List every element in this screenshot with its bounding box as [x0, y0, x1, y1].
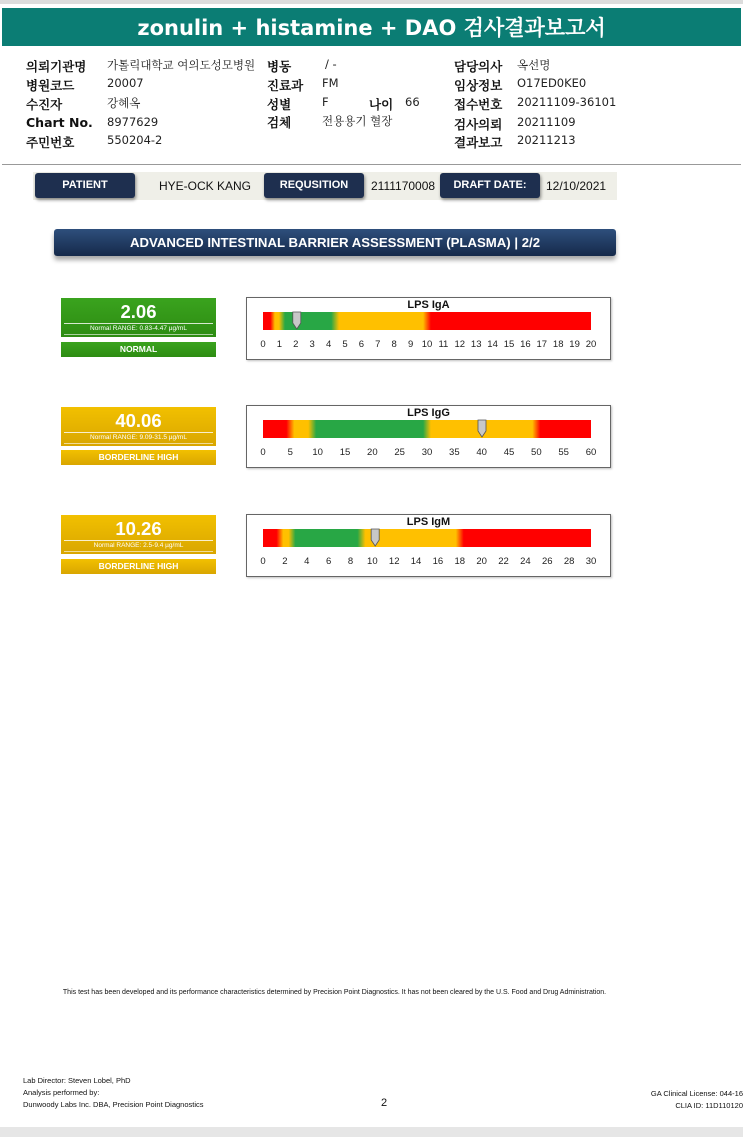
ward-label: 병동: [267, 59, 292, 74]
status-badge-igm: BORDERLINE HIGH: [61, 559, 216, 574]
tick-label-iga: 1: [276, 339, 283, 350]
tick-label-igg: 45: [503, 447, 515, 458]
tick-label-iga: 0: [260, 339, 266, 350]
tick-label-iga: 11: [438, 339, 449, 350]
institution-label: 의뢰기관명: [26, 59, 87, 74]
tick-label-igm: 16: [432, 556, 444, 567]
result-value-iga: 2.06: [120, 301, 157, 322]
tick-label-iga: 3: [309, 339, 315, 350]
tick-label-igg: 50: [531, 447, 542, 458]
request-date-label: 검사의뢰: [454, 117, 503, 132]
gauge-chart-iga: [246, 297, 611, 360]
tick-label-igm: 30: [585, 556, 597, 567]
gauge-svg-igm: [247, 515, 610, 576]
tick-label-igm: 18: [454, 556, 466, 567]
patient-value: HYE-OCK KANG: [159, 179, 252, 193]
tick-label-igg: 20: [367, 447, 378, 458]
tick-label-iga: 19: [569, 339, 580, 350]
tick-label-iga: 20: [585, 339, 597, 350]
tick-label-igm: 14: [410, 556, 422, 567]
tick-label-igg: 40: [476, 447, 487, 458]
ward-value: / -: [325, 57, 337, 71]
tick-label-iga: 12: [454, 339, 466, 350]
performed-by: Analysis performed by:: [23, 1088, 100, 1097]
tick-label-igm: 6: [325, 556, 332, 567]
tick-label-igg: 30: [421, 447, 433, 458]
result-value-box-igm: [61, 515, 216, 554]
gauge-chart-igm: [246, 514, 611, 577]
doctor-label: 담당의사: [454, 59, 503, 74]
gauge-svg-iga: [247, 298, 610, 359]
chart-no-label: Chart No.: [26, 115, 93, 130]
clinical-info-value: O17ED0KE0: [517, 76, 587, 90]
result-value-igg: 40.06: [115, 410, 162, 431]
sex-value: F: [322, 95, 329, 109]
report-title: zonulin + histamine + DAO 검사결과보고서: [2, 8, 741, 46]
tick-label-igg: 35: [449, 447, 460, 458]
chart-title-igg: LPS IgG: [407, 407, 450, 419]
resident-no-label: 주민번호: [26, 135, 75, 150]
department-value: FM: [322, 76, 339, 90]
tick-label-igm: 0: [260, 556, 266, 567]
tick-label-igg: 55: [558, 447, 569, 458]
tick-label-igm: 2: [282, 556, 288, 567]
tick-label-iga: 14: [487, 339, 498, 350]
tick-label-igg: 60: [585, 447, 597, 458]
result-value-box-igg: [61, 407, 216, 446]
tick-label-iga: 7: [375, 339, 381, 350]
draft-date-label: DRAFT DATE:: [440, 173, 540, 198]
hospital-code-value: 20007: [107, 76, 144, 90]
tick-label-igm: 10: [367, 556, 378, 567]
age-label: 나이: [369, 97, 394, 112]
tick-label-igg: 25: [394, 447, 405, 458]
tick-label-iga: 10: [421, 339, 433, 350]
tick-label-iga: 8: [391, 339, 397, 350]
tick-label-igm: 24: [520, 556, 531, 567]
section-title: ADVANCED INTESTINAL BARRIER ASSESSMENT (PLASMA) | 2/2: [54, 229, 616, 256]
result-value-igm: 10.26: [115, 518, 162, 539]
tick-label-igg: 10: [312, 447, 323, 458]
patient-name-value: 강혜옥: [107, 96, 141, 110]
specimen-label: 검체: [267, 115, 292, 130]
specimen-value: 전용용기 혈장: [322, 114, 393, 128]
tick-label-iga: 6: [358, 339, 365, 350]
tick-label-igm: 22: [498, 556, 509, 567]
tick-label-igg: 15: [339, 447, 351, 458]
lab-director: Lab Director: Steven Lobel, PhD: [23, 1076, 131, 1085]
chart-title-iga: LPS IgA: [407, 299, 450, 311]
requisition-value: 2111170008: [371, 179, 436, 193]
tick-label-iga: 13: [470, 339, 482, 350]
patient-info-header: [2, 46, 741, 165]
department-label: 진료과: [267, 78, 304, 93]
gauge-chart-igg: [246, 405, 611, 468]
requisition-label: REQUSITION: [264, 173, 364, 198]
sex-label: 성별: [267, 97, 292, 112]
normal-range-igm: Normal RANGE: 2.5-9.4 µg/mL: [64, 540, 213, 552]
gauge-bar-iga: [263, 312, 591, 330]
receipt-no-label: 접수번호: [454, 97, 503, 112]
license: GA Clinical License: 044-16: [650, 1089, 743, 1098]
gauge-bar-igg: [263, 420, 591, 438]
request-date-value: 20211109: [517, 115, 576, 129]
tick-label-igg: 0: [260, 447, 266, 458]
company-name: Dunwoody Labs Inc. DBA, Precision Point Diagnostics: [23, 1100, 204, 1109]
tick-label-iga: 17: [536, 339, 548, 350]
bottom-border: [0, 1127, 743, 1137]
tick-label-igm: 4: [304, 556, 310, 567]
gauge-bar-igm: [263, 529, 591, 547]
patient-label: PATIENT: [35, 173, 135, 198]
chart-no-value: 8977629: [107, 115, 159, 129]
normal-range-iga: Normal RANGE: 0.83-4.47 µg/mL: [64, 323, 213, 335]
chart-title-igm: LPS IgM: [406, 516, 451, 528]
patient-strip: [33, 172, 617, 200]
patient-name-label: 수진자: [26, 97, 63, 112]
footer-right: [651, 1088, 743, 1112]
tick-label-iga: 16: [520, 339, 531, 350]
doctor-value: 옥선명: [517, 58, 551, 72]
tick-label-iga: 2: [293, 339, 299, 350]
page-number: 2: [381, 1097, 388, 1109]
status-badge-igg: BORDERLINE HIGH: [61, 450, 216, 465]
clinical-info-label: 임상정보: [454, 78, 503, 93]
result-value-box-iga: [61, 298, 216, 337]
tick-label-iga: 4: [325, 339, 332, 350]
hospital-code-label: 병원코드: [26, 78, 75, 93]
tick-label-igm: 12: [388, 556, 400, 567]
clia-id: CLIA ID: 11D110120: [675, 1101, 743, 1110]
tick-label-igg: 5: [287, 447, 293, 458]
top-border: [0, 0, 743, 4]
tick-label-igm: 28: [563, 556, 575, 567]
age-value: 66: [405, 95, 420, 109]
receipt-no-value: 20211109-36101: [517, 95, 617, 109]
institution-value: 가톨릭대학교 여의도성모병원: [107, 58, 256, 72]
footer-left: [23, 1075, 204, 1111]
tick-label-iga: 15: [503, 339, 515, 350]
tick-label-igm: 20: [476, 556, 487, 567]
disclaimer: This test has been developed and its performance characteristics determined by Precision Point Diagnostics. It has not been cleared by the U.S. Food and Drug Administration.: [62, 989, 607, 996]
normal-range-igg: Normal RANGE: 9.09-31.5 µg/mL: [64, 432, 213, 444]
resident-no-value: 550204-2: [107, 133, 163, 147]
status-badge-iga: NORMAL: [61, 342, 216, 357]
gauge-svg-igg: [247, 406, 610, 467]
report-date-label: 결과보고: [454, 135, 503, 150]
tick-label-igm: 26: [541, 556, 553, 567]
tick-label-iga: 5: [342, 339, 348, 350]
draft-date-value: 12/10/2021: [546, 179, 607, 193]
report-date-value: 20211213: [517, 133, 576, 147]
tick-label-igm: 8: [347, 556, 354, 567]
tick-label-iga: 18: [552, 339, 564, 350]
tick-label-iga: 9: [407, 339, 414, 350]
